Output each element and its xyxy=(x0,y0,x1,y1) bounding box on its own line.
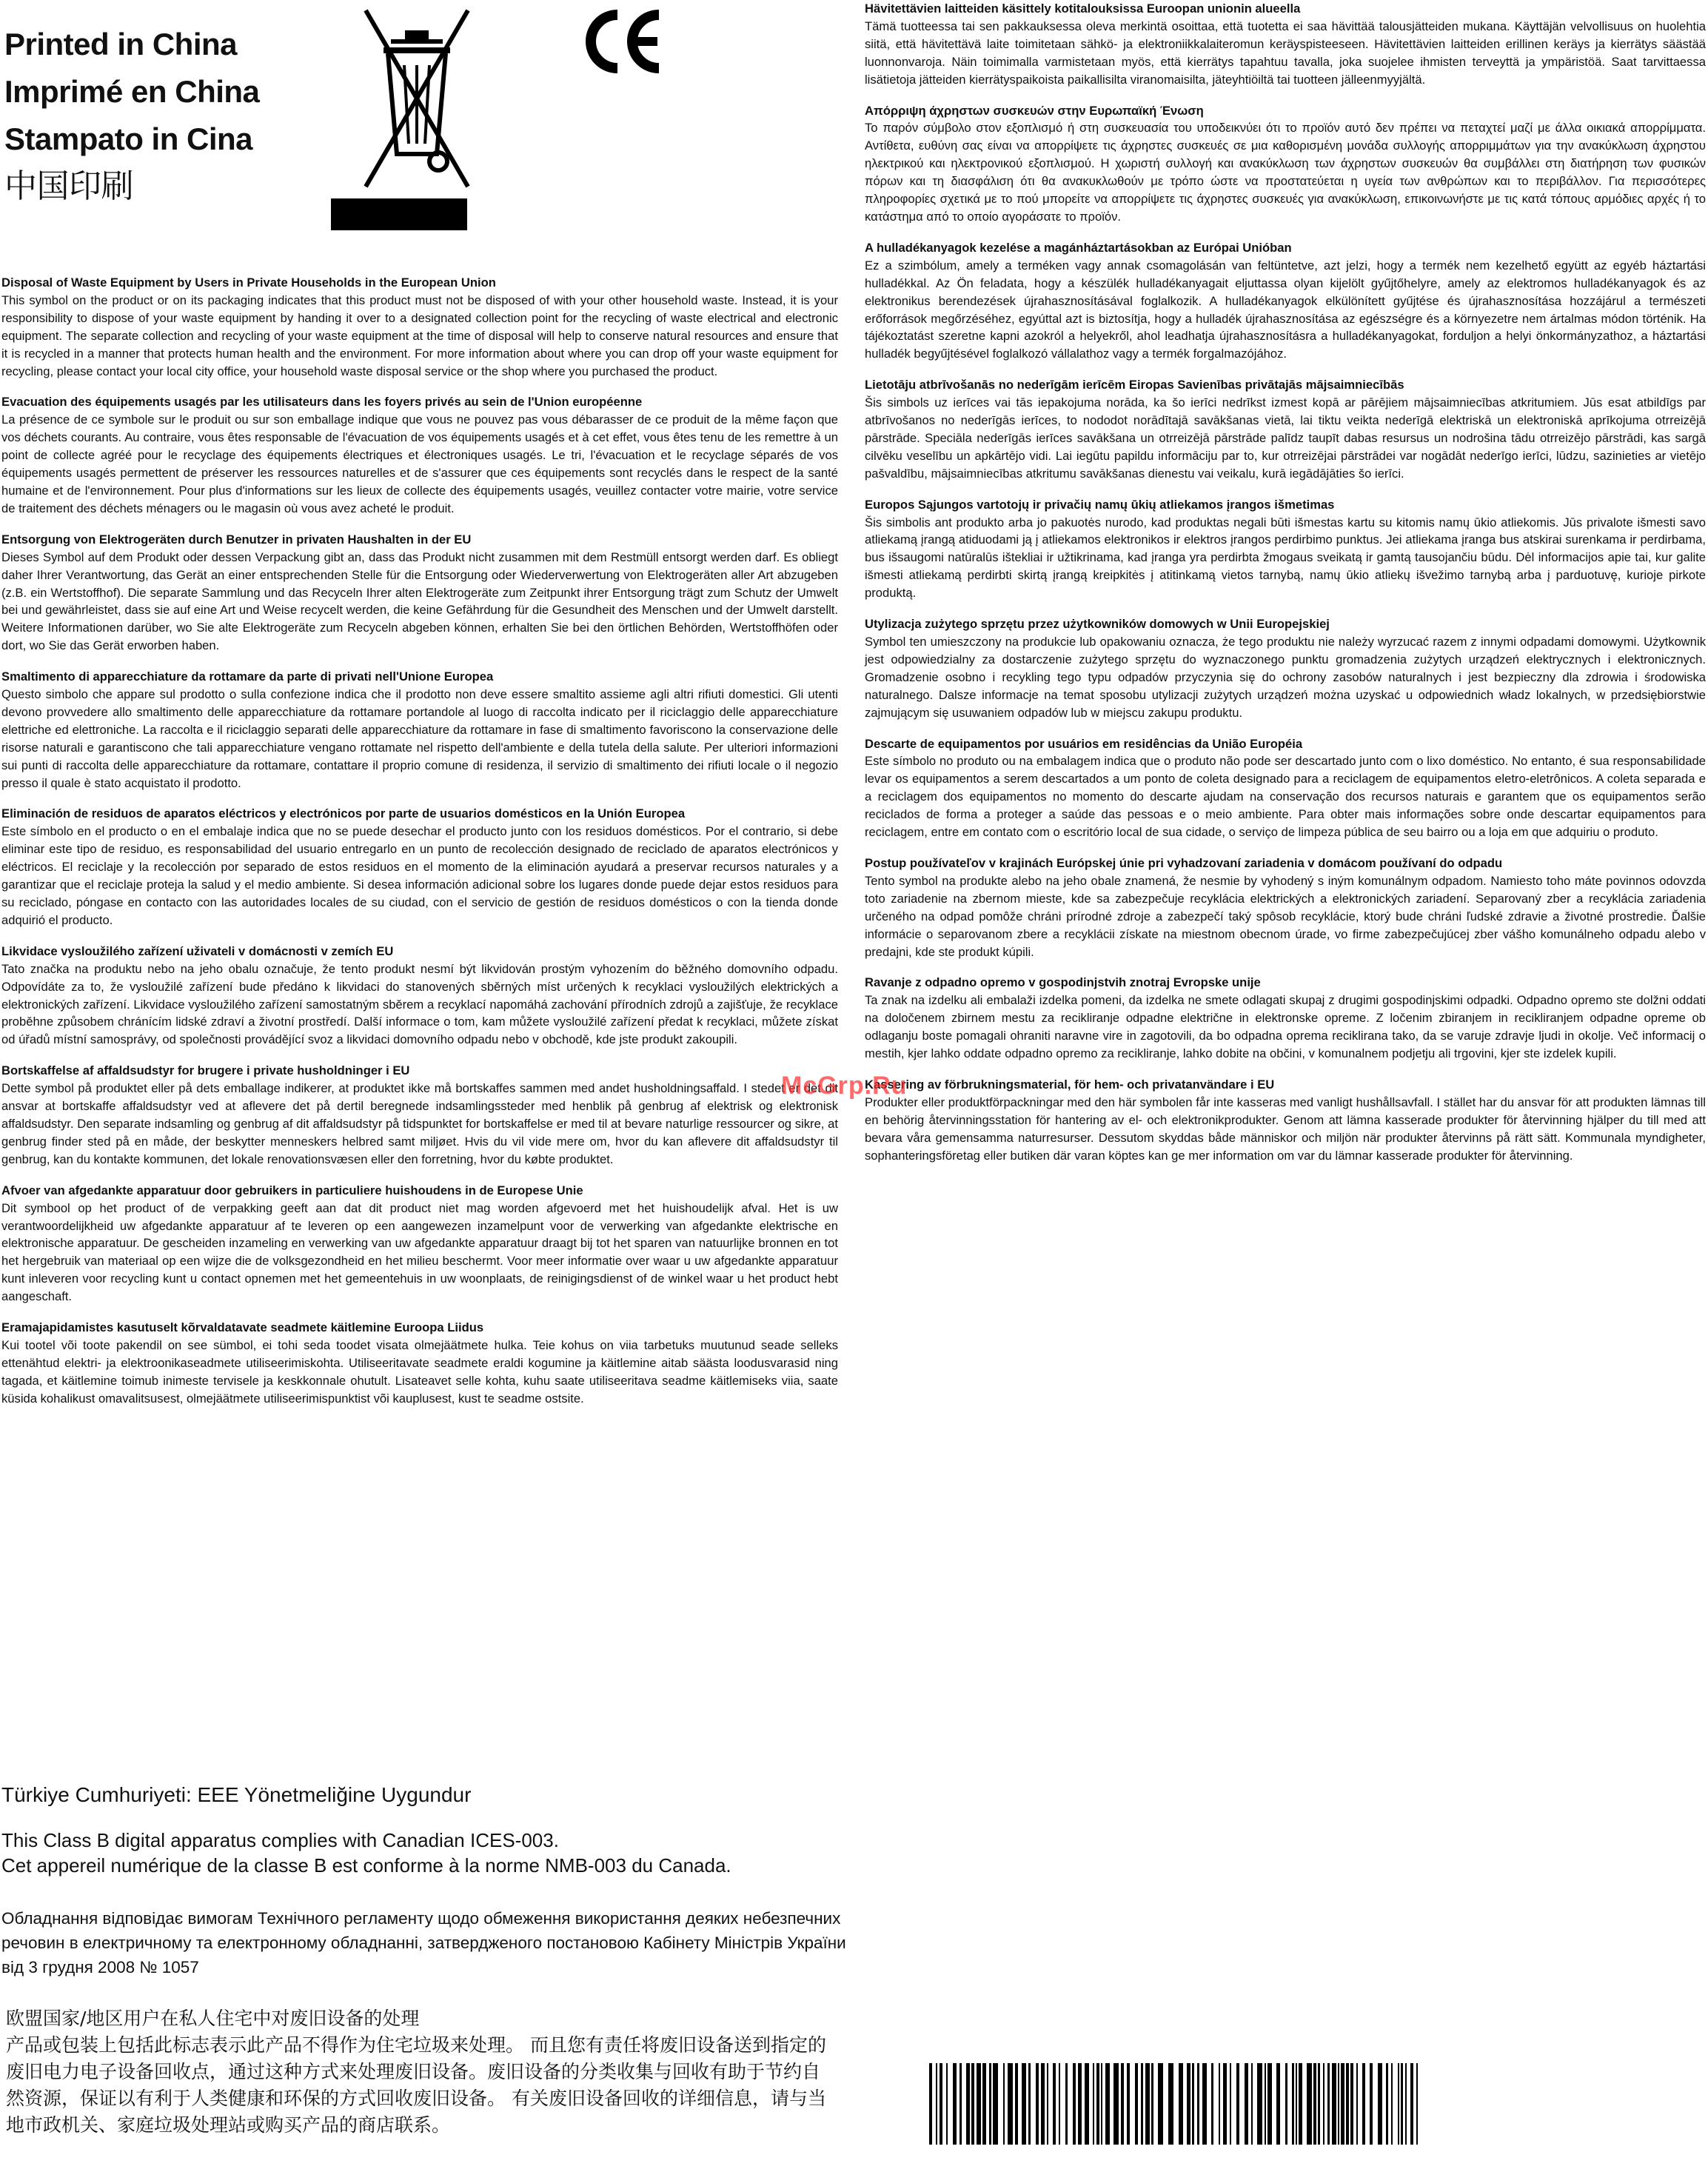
barcode-bar xyxy=(1378,2063,1382,2145)
section-title: Smaltimento di apparecchiature da rottamare da parte di privati nell'Unione Europea xyxy=(1,669,494,684)
barcode-bar xyxy=(1113,2063,1119,2145)
section-en xyxy=(1,274,838,380)
canada-en: This Class B digital apparatus complies with Canadian ICES-003. xyxy=(1,1829,559,1851)
section-fr xyxy=(1,393,838,517)
barcode-bar xyxy=(1346,2063,1349,2145)
barcode-bar xyxy=(1267,2063,1272,2145)
canada-fr: Cet appereil numérique de la classe B est conforme à la norme NMB-003 du Canada. xyxy=(1,1854,731,1877)
section-body: Symbol ten umieszczony na produkcie lub opakowaniu oznacza, że tego produktu nie należy wyrzucać razem z innymi odpadami domowymi. Użytkownik jest odpowiedzialny za dostarczenie zużytego sprzętu do wyznaczonego punktu gromadzenia zużytych urządzeń elektrycznych i elektronicznych. Gromadzenie osobno i recykling tego typu odpadów przyczynia się do ochrony zasobów naturalnych i jest bezpieczny dla zdrowia i środowiska naturalnego. Dalsze informacje na temat sposobu utylizacji zużytych urządzeń można uzyskać u odpowiednich władz lokalnych, w przedsiębiorstwie zajmującym się usuwaniem odpadów lub w miejscu zakupu produktu. xyxy=(865,635,1706,720)
section-sv xyxy=(865,1076,1706,1165)
section-title: Bortskaffelse af affaldsudstyr for brugere i private husholdninger i EU xyxy=(1,1063,410,1078)
barcode-bar xyxy=(1338,2063,1339,2145)
barcode-bar xyxy=(1105,2063,1110,2145)
section-et xyxy=(1,1319,838,1408)
barcode-bar xyxy=(1398,2063,1399,2145)
section-body: Este símbolo en el producto o en el embalaje indica que no se puede desechar el producto junto con los residuos domésticos. Por el contrario, si debe eliminar este tipo de residuo, es responsabilidad del usuario entregarlo en un punto de recolección designado de reciclado de aparatos electrónicos y eléctricos. El reciclaje y la recolección por separado de estos residuos en el momento de la eliminación ayudará a preservar recursos naturales y a garantizar que el reciclaje proteja la salud y el medio ambiente. Si desea información adicional sobre los lugares donde puede dejar estos residuos para su reciclado, póngase en contacto con las autoridades locales de su ciudad, con el servicio de gestión de residuos domésticos o con la tienda donde adquirió el producto. xyxy=(1,824,838,927)
barcode-bar xyxy=(977,2063,981,2145)
barcode-bar xyxy=(1299,2063,1302,2145)
barcode-bar xyxy=(1121,2063,1124,2145)
barcode-bar xyxy=(1230,2063,1231,2145)
barcode-bar xyxy=(929,2063,932,2145)
section-title: Likvidace vysloužilého zařízení uživateli v domácnosti v zemích EU xyxy=(1,943,394,958)
section-title: Afvoer van afgedankte apparatuur door gebruikers in particuliere huishoudens in de Europese Unie xyxy=(1,1183,583,1197)
barcode-bar xyxy=(1015,2063,1018,2145)
barcode-bar xyxy=(1047,2063,1048,2145)
section-cs xyxy=(1,943,838,1049)
barcode-bar xyxy=(1127,2063,1130,2145)
barcode-bar xyxy=(946,2063,948,2145)
barcode-bar xyxy=(1041,2063,1045,2145)
section-title: Europos Sąjungos vartotojų ir privačių namų ūkių atliekamos įrangos išmetimas xyxy=(865,497,1335,512)
barcode-bar xyxy=(1168,2063,1173,2145)
section-body: Šis simbols uz ierīces vai tās iepakojuma norāda, ka šo ierīci nedrīkst izmest kopā ar pārējiem mājsaimniecības atkritumiem. Jūs esat atbildīgs par atbrīvošanos no nederīgās ierīces, to nododot norādītajā savākšanas vietā, lai tiktu veikta nederīgā elektriskā un elektroniskā aprīkojuma otrreizējā pārstrāde. Speciāla nederīgās ierīces savākšana un otrreizējā pārstrāde palīdz taupīt dabas resursus un nodrošina tādu otrreizējo pārstrādi, kas sargā cilvēku veselību un apkārtējo vidi. Lai iegūtu papildu informāciju par to, kur otrreizējai pārstrādei var nogādāt nederīgo ierīci, lūdzu, sazinieties ar vietējo pašvaldību, mājsaimniecības atkritumu savākšanas dienestu vai veikalu, kurā iegādājāties šo ierīci. xyxy=(865,395,1706,481)
section-body: This symbol on the product or on its packaging indicates that this product must not be disposed of with your other household waste. Instead, it is your responsibility to dispose of your waste equipment by handing it over to a designated collection point for the recycling of waste electrical and electronic equipment. The separate collection and recycling of your waste equipment at the time of disposal will help to conserve natural resources and ensure that it is recycled in a manner that protects human health and the environment. For more information about where you can drop off your waste equipment for recycling, please contact your local city office, your household waste disposal service or the shop where you purchased the product. xyxy=(1,293,838,378)
printed-fr: Imprimé en China xyxy=(4,74,260,109)
chinese-weee-notice xyxy=(6,2005,835,2139)
barcode-bar xyxy=(1292,2063,1294,2145)
barcode-bar xyxy=(1078,2063,1082,2145)
barcode-bar xyxy=(1096,2063,1099,2145)
barcode-bar xyxy=(1307,2063,1312,2145)
section-pl xyxy=(865,615,1706,721)
crossed-out-wheelie-bin-icon xyxy=(361,6,472,193)
section-body: Šis simbolis ant produkto arba jo pakuotės nurodo, kad produktas negali būti išmestas kartu su kitomis namų ūkio atliekomis. Jūs privalote išmesti savo atliekamą įrangą atiduodami ją į atliekamos elektronikos ir elektros įrangos perdirbimo punktus. Jei atliekama įranga bus atskirai surenkama ir perdirbama, bus išsaugomi natūralūs ištekliai ir užtikrinama, kad įranga yra perdirbta žmogaus sveikatą ir gamtą tausojančiu būdu. Dėl informacijos apie tai, kur galite išmesti atliekamą perdirbti skirtą įrangą kreipkitės į atitinkamą vietos tarnybą, namų ūkio atliekų išvežimo tarnybą arba į parduotuvę, kurioje pirkote produktą. xyxy=(865,515,1706,601)
barcode xyxy=(929,2063,1418,2145)
barcode-bar xyxy=(960,2063,962,2145)
chinese-title: 欧盟国家/地区用户在私人住宅中对废旧设备的处理 xyxy=(6,2008,420,2029)
barcode-bar xyxy=(1332,2063,1336,2145)
printed-it: Stampato in Cina xyxy=(4,121,253,156)
weee-black-bar xyxy=(331,198,467,230)
section-body: Το παρόν σύμβολο στον εξοπλισμό ή στη συσκευασία του υποδεικνύει ότι το προϊόν αυτό δεν πρέπει να πεταχτεί μαζί με άλλα οικιακά απορρίμματα. Αντίθετα, ευθύνη σας είναι να απορρίψετε τις άχρηστες συσκευές σε μια καθορισμένη μονάδα συλλογής απορριμμάτων για την ανακύκλωση άχρηστου ηλεκτρικού και ηλεκτρονικού εξοπλισμού. Η χωριστή συλλογή και ανακύκλωση των άχρηστων συσκευών θα συμβάλλει στη διατήρηση των φυσικών πόρων και τη διασφάλιση ότι θα ανακυκλωθούν με τρόπο ώστε να προστατεύεται η υγεία των ανθρώπων και το περιβάλλον. Για περισσότερες πληροφορίες σχετικά με το πού μπορείτε να απορρίψετε τις άχρηστες συσκευές για ανακύκλωση, επικοινωνήστε με τις κατά τόπους αρμόδιες αρχές ή το κατάστημα από το οποίο αγοράσατε το προϊόν. xyxy=(865,121,1706,224)
barcode-bar xyxy=(971,2063,974,2145)
section-title: Evacuation des équipements usagés par les utilisateurs dans les foyers privés au sein de l'Union européenne xyxy=(1,395,643,410)
barcode-bar xyxy=(1323,2063,1324,2145)
section-body: Dit symbool op het product of de verpakking geeft aan dat dit product niet mag worden afgevoerd met het huishoudelijk afval. Het is uw verantwoordelijkheid uw afgedankte apparatuur af te leveren op een aangewezen inzamelpunt voor de verwerking van afgedankte elektrische en elektronische apparatuur. De gescheiden inzameling en verwerking van uw afgedankte apparatuur draagt bij tot het sparen van natuurlijke bronnen en tot het hergebruik van materiaal op een wijze die de volksgezondheid en het milieu beschermt. Voor meer informatie over waar u uw afgedankte apparatuur kunt inleveren voor recycling kunt u contact opnemen met het gemeentehuis in uw woonplaats, de reinigingsdienst of de winkel waar u het product hebt aangeschaft. xyxy=(1,1200,838,1304)
barcode-bar xyxy=(953,2063,957,2145)
barcode-bar xyxy=(1085,2063,1089,2145)
section-title: Lietotāju atbrīvošanās no nederīgām ierīcēm Eiropas Savienības privātajās mājsaimniecībās xyxy=(865,378,1404,392)
barcode-bar xyxy=(1179,2063,1183,2145)
section-sk xyxy=(865,855,1706,960)
barcode-bar xyxy=(1003,2063,1005,2145)
ukraine-compliance: Обладнання відповідає вимогам Технічного регламенту щодо обмеження використання деяких небезпечних речовин в електричному та електронному обладнанні, затвердженого постановою Кабінету Міністрів України від 3 грудня 2008 № 1057 xyxy=(1,1909,846,1976)
printed-en: Printed in China xyxy=(4,27,238,61)
barcode-bar xyxy=(1065,2063,1068,2145)
printed-in-block xyxy=(4,21,259,210)
barcode-bar xyxy=(1245,2063,1248,2145)
section-body: La présence de ce symbole sur le produit ou sur son emballage indique que vous ne pouvez pas vous débarasser de ce produit de la même façon que vos déchets courants. Au contraire, vous êtes responsable de l'évacuation de vos équipements usagés et à cet effet, vous êtes tenu de les remettre à un point de collecte agréé pour le recyclage des équipements électriques et électroniques usagés. Le tri, l'évacuation et le recyclage séparés de vos équipements usagés permettent de préserver les ressources naturelles et de s'assurer que ces équipements sont recyclés dans le respect de la santé humaine et de l'environnement. Pour plus d'informations sur les lieux de collecte des équipements usagés, veuillez contacter votre mairie, votre service de traitement des déchets ménagers ou le magasin où vous avez acheté le produit. xyxy=(1,412,838,515)
barcode-bar xyxy=(1318,2063,1320,2145)
barcode-bar xyxy=(1356,2063,1358,2145)
barcode-bar xyxy=(940,2063,942,2145)
section-body: Tämä tuotteessa tai sen pakkauksessa oleva merkintä osoittaa, että tuotetta ei saa hävittää talousjätteiden mukana. Käyttäjän velvollisuus on huolehtia siitä, että hävitettävä laite toimitetaan sähkö- ja elektroniikkalaiteromun keräyspisteeseen. Hävitettävien laitteiden erillinen keräys ja kierrätys säästää luonnonvaroja. Näin toimimalla varmistetaan myös, että kierrätys tapahtuu tavalla, joka suojelee ihmisten terveyttä ja ympäristöä. Saat tarvittaessa lisätietoja jätteiden kierrätyspaikoista paikallisilta viranomaisilta, jäteyhtiöiltä tai tuotteen jälleenmyyjältä. xyxy=(865,19,1706,87)
section-title: Utylizacja zużytego sprzętu przez użytkowników domowych w Unii Europejskiej xyxy=(865,617,1330,632)
section-body: Tento symbol na produkte alebo na jeho obale znamená, že nesmie by vyhodený s iným komunálnym odpadom. Namiesto toho máte povinnos odovzda toto zariadenie na zbernom mieste, kde sa zabezpečuje recyklácia elektrických a elektronických zariadení. Separovaný zber a recyklácia zariadenia určeného na odpad pomôže chráni prírodné zdroje a zabezpečí taký spôsob recyklácie, ktorý bude chráni ľudské zdravie a životné prostredie. Ďalšie informácie o separovanom zbere a recyklácii získate na miestnom obecnom úrade, vo firme zabezpečujúcej zber vášho komunálneho odpadu alebo v predajni, kde ste produkt kúpili. xyxy=(865,873,1706,959)
left-column xyxy=(1,274,838,1421)
printed-zh: 中国印刷 xyxy=(4,167,133,205)
section-title: Disposal of Waste Equipment by Users in Private Households in the European Union xyxy=(1,275,496,290)
barcode-bar xyxy=(1416,2063,1418,2145)
barcode-bar xyxy=(1053,2063,1056,2145)
barcode-bar xyxy=(1036,2063,1039,2145)
section-de xyxy=(1,531,838,655)
barcode-bar xyxy=(1093,2063,1094,2145)
right-column xyxy=(865,0,1706,1177)
barcode-bar xyxy=(1197,2063,1199,2145)
ce-mark-icon xyxy=(583,9,665,74)
section-title: Απόρριψη άχρηστων συσκευών στην Ευρωπαϊκή Ένωση xyxy=(865,103,1204,118)
section-da xyxy=(1,1062,838,1168)
barcode-bar xyxy=(1362,2063,1365,2145)
section-title: A hulladékanyagok kezelése a magánháztartásokban az Európai Unióban xyxy=(865,240,1292,255)
barcode-bar xyxy=(1141,2063,1143,2145)
chinese-body: 产品或包装上包括此标志表示此产品不得作为住宅垃圾来处理。 而且您有责任将废旧设备送到指定的废旧电力电子设备回收点，通过这种方式来处理废旧设备。废旧设备的分类收集与回收有助于节约自然资源，保证以有利于人类健康和环保的方式回收废旧设备。 有关废旧设备回收的详细信息，请与当地市政机关、家庭垃圾处理站或购买产品的商店联系。 xyxy=(6,2034,826,2136)
section-lv xyxy=(865,376,1706,482)
section-body: Dieses Symbol auf dem Produkt oder dessen Verpackung gibt an, dass das Produkt nicht zusammen mit dem Restmüll entsorgt werden darf. Es obliegt daher Ihrer Verantwortung, das Gerät an einer entsprechenden Stelle für die Entsorgung oder Wiederverwertung von Elektrogeräten aller Art abzugeben (z.B. ein Wertstoffhof). Die separate Sammlung und das Recyceln Ihrer alten Elektrogeräte zum Zeitpunkt ihrer Entsorgung trägt zum Schutz der Umwelt bei und gewährleistet, dass sie auf eine Art und Weise recycelt werden, die keine Gefährdung für die Gesundheit des Menschen und der Umwelt darstellt. Weitere Informationen darüber, wo Sie alte Elektrogeräte zum Recyceln abgeben können, erhalten Sie bei den örtlichen Behörden, Wertstoffhöfen oder dort, wo Sie das Gerät erworben haben. xyxy=(1,549,838,653)
section-title: Eliminación de residuos de aparatos eléctricos y electrónicos por parte de usuarios domésticos en la Unión Europea xyxy=(1,806,686,821)
section-title: Hävitettävien laitteiden käsittely kotitalouksissa Euroopan unionin alueella xyxy=(865,1,1301,16)
section-el xyxy=(865,102,1706,226)
barcode-bar xyxy=(1158,2063,1163,2145)
barcode-bar xyxy=(1405,2063,1407,2145)
section-body: Questo simbolo che appare sul prodotto o sulla confezione indica che il prodotto non deve essere smaltito assieme agli altri rifiuti domestici. Gli utenti devono provvedere allo smaltimento delle apparecchiature da rottamare portandole al luogo di raccolta indicato per il riciclaggio delle apparecchiature elettriche ed elettroniche. La raccolta e il riciclaggio separati delle apparecchiature da rottamare in fase di smaltimento favoriscono la conservazione delle risorse naturali e garantiscono che tali apparecchiature vengano rottamate nel rispetto dell'ambiente e della tutela della salute. Per ulteriori informazioni sui punti di raccolta delle apparecchiature da rottamare, contattare il proprio comune di residenza, il servizio di smaltimento dei rifiuti locale o il negozio presso il quale è stato acquistato il prodotto. xyxy=(1,687,838,790)
barcode-bar xyxy=(1350,2063,1353,2145)
barcode-bar xyxy=(1073,2063,1076,2145)
section-sl xyxy=(865,974,1706,1063)
section-body: Ez a szimbólum, amely a terméken vagy annak csomagolásán van feltüntetve, azt jelzi, hogy a termék nem kezelhető együtt az egyéb háztartási hulladékkal. Az Ön feladata, hogy a készülék hulladékanyagait eljuttassa olyan kijelölt gyűjtőhelyre, amely az elektromos hulladékanyagok és az elektronikus berendezések újrahasznosításával foglalkozik. A hulladékanyagok elkülönített gyűjtése és újrahasznosítása hozzájárul a természeti erőforrások megőrzéséhez, egyúttal azt is biztosítja, hogy a hulladék újrahasznosítása az egészségre és a környezetre nem ártalmas módon történik. Ha tájékoztatást szeretne kapni azokról a helyekről, ahol leadhatja újrahasznosításra a hulladékanyagokat, forduljon a helyi önkormányzathoz, a háztartási hulladék begyűjtésével foglalkozó vállalathoz vagy a termék forgalmazójához. xyxy=(865,258,1706,361)
barcode-bar xyxy=(1202,2063,1207,2145)
barcode-bar xyxy=(1285,2063,1287,2145)
barcode-bar xyxy=(1211,2063,1213,2145)
section-hu xyxy=(865,239,1706,363)
watermark: McGrp.Ru xyxy=(781,1072,908,1100)
section-fi xyxy=(865,0,1706,89)
section-nl xyxy=(1,1182,838,1306)
barcode-bar xyxy=(1410,2063,1413,2145)
barcode-bar xyxy=(1313,2063,1316,2145)
section-body: Ta znak na izdelku ali embalaži izdelka pomeni, da izdelka ne smete odlagati skupaj z drugimi gospodinjskimi odpadki. Odpadno opremo ste dolžni oddati na določenem zbirnem mestu za recikliranje odpadne električne in elektronske opreme. Z ločenim zbiranjem in recikliranjem odpadne opreme ob odlaganju boste pomagali ohraniti naravne vire in zagotovili, da bo odpadna oprema reciklirana tako, da se varuje zdravje ljudi in okolje. Več informacij o mestih, kjer lahko oddate odpadno opremo za recikliranje, lahko dobite na občini, v komunalnem podjetju ali trgovini, kjer ste izdelek kupili. xyxy=(865,993,1706,1061)
section-pt xyxy=(865,735,1706,841)
barcode-bar xyxy=(1151,2063,1153,2145)
barcode-bar xyxy=(1059,2063,1060,2145)
barcode-bar xyxy=(1296,2063,1297,2145)
section-it xyxy=(1,668,838,792)
section-title: Kassering av förbrukningsmaterial, för hem- och privatanvändare i EU xyxy=(865,1077,1275,1092)
barcode-bar xyxy=(1028,2063,1031,2145)
turkey-compliance: Türkiye Cumhuriyeti: EEE Yönetmeliğine Uygundur xyxy=(1,1783,472,1806)
barcode-bar xyxy=(1008,2063,1013,2145)
section-title: Descarte de equipamentos por usuários em residências da União Européia xyxy=(865,736,1303,751)
barcode-bar xyxy=(989,2063,991,2145)
canada-compliance xyxy=(1,1828,731,1878)
barcode-bar xyxy=(1022,2063,1026,2145)
barcode-bar xyxy=(1401,2063,1403,2145)
section-title: Postup používateľov v krajinách Európskej únie pri vyhadzovaní zariadenia v domácom používaní do odpadu xyxy=(865,855,1503,870)
barcode-bar xyxy=(1219,2063,1220,2145)
barcode-bar xyxy=(1101,2063,1102,2145)
barcode-bar xyxy=(1192,2063,1194,2145)
section-body: Kui tootel või toote pakendil on see sümbol, ei tohi seda toodet visata olmejäätmete hulka. Teie kohus on viia tarbetuks muutunud seade selleks ettenähtud elektri- ja elektroonikaseadmete utiliseerimiskohta. Utiliseeritavate seadmete eraldi kogumine ja käitlemine aitab säästa loodusvarasid ning tagada, et käitlemine toimub inimeste tervisele ja keskkonnale ohutult. Lisateavet selle kohta, kuhu saate utiliseeritava seadme käitlemiseks viia, saate küsida kohalikust omavalitsusest, olmejäätmete utiliseerimispunktist või kauplusest, kust te seadme ostsite. xyxy=(1,1337,838,1406)
section-title: Entsorgung von Elektrogeräten durch Benutzer in privaten Haushalten in der EU xyxy=(1,532,472,547)
section-body: Este símbolo no produto ou na embalagem indica que o produto não pode ser descartado junto com o lixo doméstico. No entanto, é sua responsabilidade levar os equipamentos a serem descartados a um ponto de coleta designado para a reciclagem de equipamentos eletro-eletrônicos. A coleta separada e a reciclagem dos equipamentos no momento do descarte ajudam na conservação dos recursos naturais e garantem que os equipamentos serão reciclados de forma a proteger a saúde das pessoas e o meio ambiente. Para obter mais informações sobre onde descartar equipamentos para reciclagem, entre em contato com o escritório local de sua cidade, o serviço de limpeza pública de seu bairro ou a loja em que adquiriu o produto. xyxy=(865,754,1706,840)
barcode-bar xyxy=(993,2063,998,2145)
barcode-bar xyxy=(1386,2063,1388,2145)
barcode-bar xyxy=(982,2063,986,2145)
barcode-bar xyxy=(1370,2063,1373,2145)
barcode-bar xyxy=(1327,2063,1330,2145)
barcode-bar xyxy=(1223,2063,1227,2145)
section-es xyxy=(1,805,838,929)
barcode-bar xyxy=(1251,2063,1253,2145)
barcode-bar xyxy=(1187,2063,1190,2145)
section-title: Ravanje z odpadno opremo v gospodinjstvih znotraj Evropske unije xyxy=(865,975,1261,990)
barcode-bar xyxy=(936,2063,937,2145)
barcode-bar xyxy=(1276,2063,1280,2145)
section-lt xyxy=(865,496,1706,602)
barcode-bar xyxy=(1236,2063,1239,2145)
section-title: Eramajapidamistes kasutuselt kõrvaldatavate seadmete käitlemine Euroopa Liidus xyxy=(1,1320,484,1335)
barcode-bar xyxy=(1265,2063,1266,2145)
section-body: Dette symbol på produktet eller på dets emballage indikerer, at produktet ikke må bortskaffes sammen med andet husholdningsaffald. I stedet er det dit ansvar at bortskaffe affaldsudstyr ved at aflevere det på dertil beregnede indsamlingssteder med henblik på genbrug af elektrisk og elektronisk affaldsudstyr. Den separate indsamling og genbrug af dit affaldsudstyr på tidspunktet for bortskaffelse er med til at bevare naturlige ressourcer og sikre, at genbrug finder sted på en måde, der beskytter menneskers helbred samt miljøet. Hvis du vil vide mere om, hvor du kan aflevere dit affaldsudstyr til genbrug, kan du kontakte kommunen, det lokale renovationsvæsen eller den forretning, hvor du købte produktet. xyxy=(1,1081,838,1166)
barcode-bar xyxy=(1341,2063,1344,2145)
section-body: Tato značka na produktu nebo na jeho obalu označuje, že tento produkt nesmí být likvidován prostým vyhozením do běžného domovního odpadu. Odpovídáte za to, že vysloužilé zařízení bude předáno k likvidaci do stanovených sběrných míst určených k recyklaci vysloužilých elektrických a elektronických zařízení. Likvidace vysloužilého zařízení samostatným sběrem a recyklací napomáhá zachování přírodních zdrojů a zajišťuje, že recyklace proběhne způsobem chránícím lidské zdraví a životní prostředí. Další informace o tom, kam můžete vysloužilé zařízení předat k recyklaci, můžete získat od úřadů místní samosprávy, od společnosti provádějící svoz a likvidaci domovního odpadu nebo v obchodě, kde jste produkt zakoupili. xyxy=(1,961,838,1047)
section-body: Produkter eller produktförpackningar med den här symbolen får inte kasseras med vanligt hushållsavfall. I stället har du ansvar för att produkten lämnas till en behörig återvinningsstation för hantering av el- och elektronikprodukter. Genom att lämna kasserade produkter för återvinning hjälper du till med att bevara våra gemensamma naturresurser. Dessutom skyddas både människor och miljön när produkter återvinns på rätt sätt. Kommunala myndigheter, sophanteringsföretag eller butiken där varan köptes kan ge mer information om var du lämnar kasserade produkter för återvinning. xyxy=(865,1095,1706,1163)
barcode-bar xyxy=(1257,2063,1262,2145)
barcode-bar xyxy=(1391,2063,1393,2145)
barcode-bar xyxy=(1145,2063,1150,2145)
barcode-bar xyxy=(966,2063,970,2145)
barcode-bar xyxy=(1135,2063,1138,2145)
